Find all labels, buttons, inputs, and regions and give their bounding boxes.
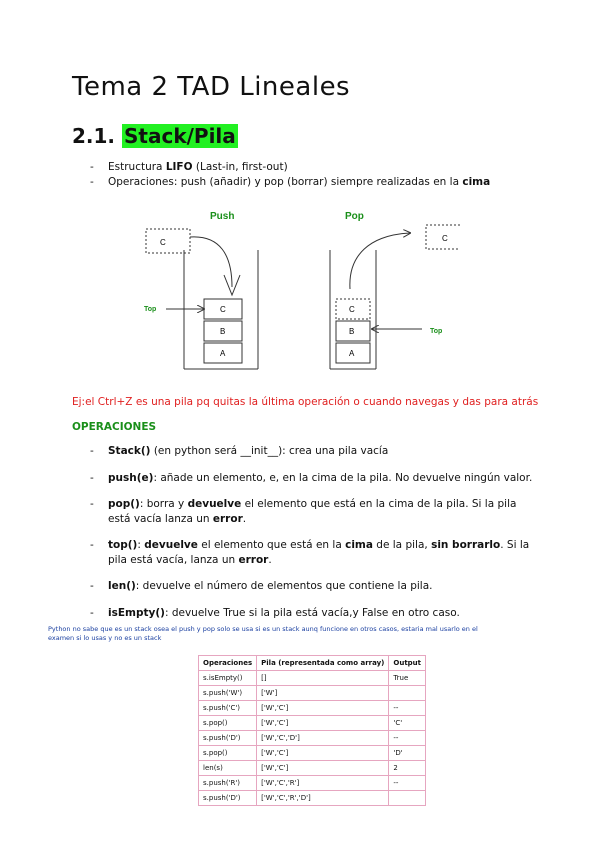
table-cell: ['W','C']: [257, 761, 389, 776]
table-row: [199, 761, 426, 776]
operations-table: [198, 655, 426, 806]
table-cell: 2: [389, 761, 426, 776]
page-title: Tema 2 TAD Lineales: [72, 72, 351, 102]
intro-bullets: [90, 160, 490, 190]
pop-outgoing-element: C: [442, 234, 448, 243]
table-cell: --: [389, 701, 426, 716]
table-cell: --: [389, 776, 426, 791]
table-header: Pila (representada como array): [257, 656, 389, 671]
table-row: [199, 701, 426, 716]
table-cell: 'C': [389, 716, 426, 731]
table-cell: s.isEmpty(): [199, 671, 257, 686]
operation-isempty: - isEmpty(): devuelve True si la pila está vacía,y False en otro caso.: [90, 606, 460, 619]
push-top-label: Top: [144, 306, 157, 313]
push-stack-2: A: [220, 349, 226, 358]
table-cell: s.push('R'): [199, 776, 257, 791]
table-header-row: [199, 656, 426, 671]
table-row: [199, 731, 426, 746]
table-cell: s.push('W'): [199, 686, 257, 701]
operation-pop: - pop(): borra y devuelve el elemento que está en la cima de la pila. Si la pila está vacía lanza un error.: [90, 498, 517, 525]
table-cell: len(s): [199, 761, 257, 776]
pop-label: Pop: [345, 211, 364, 222]
section-name: Stack/Pila: [124, 124, 236, 148]
table-cell: s.pop(): [199, 716, 257, 731]
table-cell: s.pop(): [199, 746, 257, 761]
table-cell: s.push('C'): [199, 701, 257, 716]
push-stack-0: C: [220, 305, 226, 314]
python-note: Python no sabe que es un stack osea el push y pop solo se usa si es un stack aunq funcione en otros casos, estaria mal usarlo en el examen si lo usas y no es un stack: [48, 625, 478, 642]
section-heading: [72, 124, 238, 148]
table-cell: ['W','C']: [257, 701, 389, 716]
table-cell: 'D': [389, 746, 426, 761]
table-cell: [389, 791, 426, 806]
stack-diagram: [140, 205, 460, 375]
table-cell: ['W','C','D']: [257, 731, 389, 746]
operation-push: - push(e): añade un elemento, e, en la cima de la pila. No devuelve ningún valor.: [90, 471, 533, 484]
pop-arrow: [350, 233, 410, 289]
table-row: [199, 671, 426, 686]
table-cell: ['W','C']: [257, 746, 389, 761]
table-cell: ['W']: [257, 686, 389, 701]
table-cell: []: [257, 671, 389, 686]
table-row: [199, 791, 426, 806]
operation-stack: - Stack() (en python será __init__): crea una pila vacía: [90, 445, 389, 457]
table-cell: [389, 686, 426, 701]
operation-len: - len(): devuelve el número de elementos que contiene la pila.: [90, 580, 433, 592]
table-cell: True: [389, 671, 426, 686]
bullet-lifo: - Estructura LIFO (Last-in, first-out): [90, 160, 490, 175]
table-cell: s.push('D'): [199, 791, 257, 806]
table-header: Output: [389, 656, 426, 671]
operation-top: - top(): devuelve el elemento que está en la cima de la pila, sin borrarlo. Si la pila está vacía, lanza un error.: [90, 539, 530, 566]
push-stack-1: B: [220, 327, 226, 336]
table-row: [199, 776, 426, 791]
pop-top-label: Top: [430, 328, 443, 335]
table-header: Operaciones: [199, 656, 257, 671]
pop-stack-1: B: [349, 327, 355, 336]
table-cell: ['W','C','R','D']: [257, 791, 389, 806]
push-incoming-box: [146, 229, 190, 253]
bullet-operations: - Operaciones: push (añadir) y pop (borrar) siempre realizadas en la cima: [90, 175, 490, 190]
table-cell: ['W','C']: [257, 716, 389, 731]
table-cell: --: [389, 731, 426, 746]
table-cell: s.push('D'): [199, 731, 257, 746]
table-row: [199, 746, 426, 761]
table-row: [199, 686, 426, 701]
pop-stack-2: A: [349, 349, 355, 358]
section-number: 2.1.: [72, 124, 116, 148]
push-incoming-element: C: [160, 238, 166, 247]
table-cell: ['W','C','R']: [257, 776, 389, 791]
example-note: Ej:el Ctrl+Z es una pila pq quitas la última operación o cuando navegas y das para atrás: [72, 396, 539, 408]
operations-list: [90, 444, 540, 632]
pop-stack-0: C: [349, 305, 355, 314]
push-label: Push: [210, 211, 235, 222]
table-row: [199, 716, 426, 731]
operations-title: OPERACIONES: [72, 421, 157, 433]
